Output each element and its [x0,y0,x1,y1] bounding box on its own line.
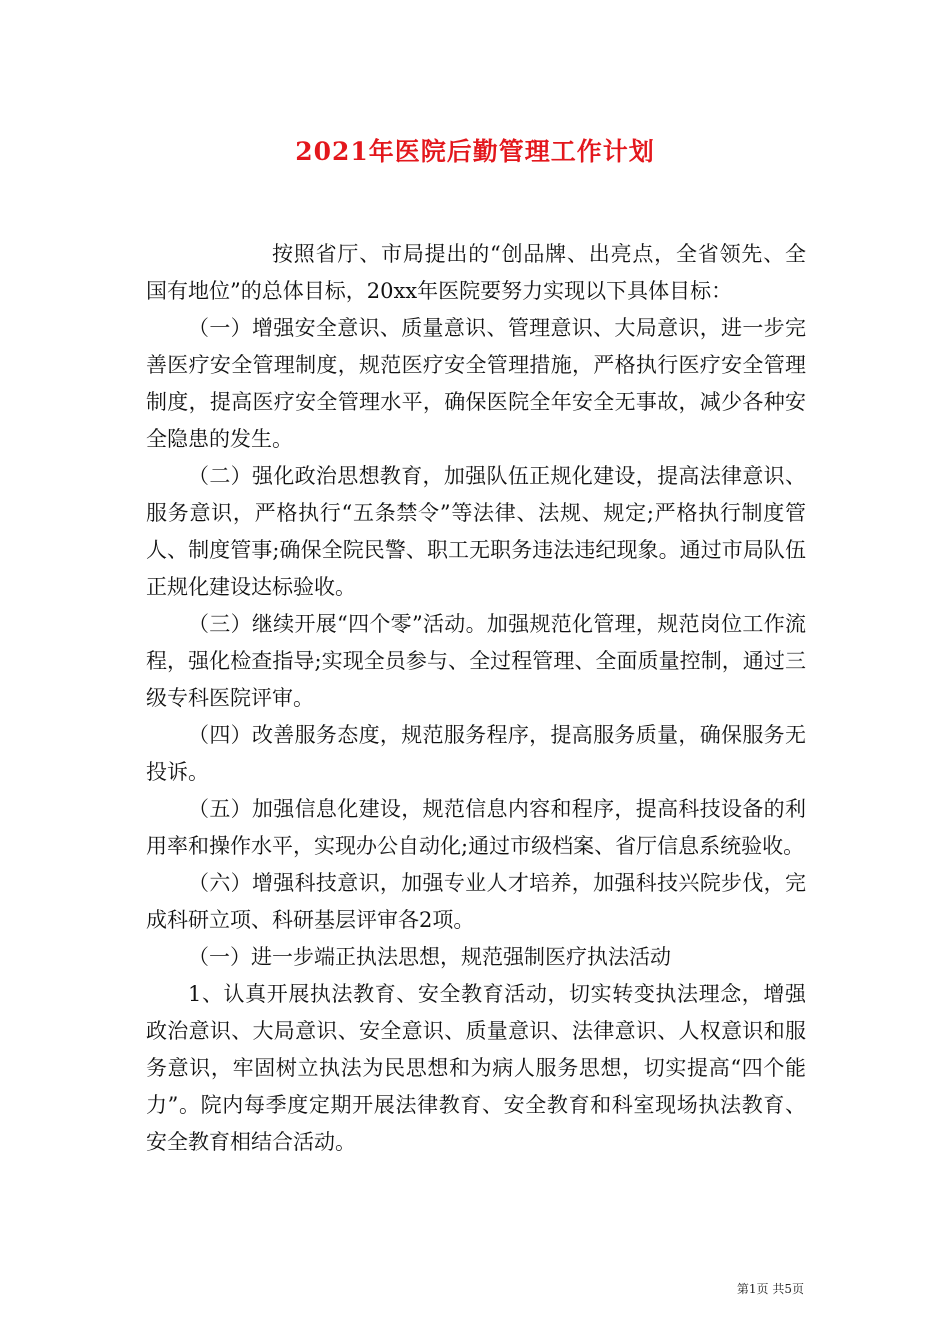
goal-paragraph-6: （六）增强科技意识，加强专业人才培养，加强科技兴院步伐，完成科研立项、科研基层评审各2项。 [146,871,806,932]
measure-paragraph-1: 1、认真开展执法教育、安全教育活动，切实转变执法理念，增强政治意识、大局意识、安全意识、质量意识、法律意识、人权意识和服务意识，牢固树立执法为民思想和为病人服务思想，切实提高“四个能力”。院内每季度定期开展法律教育、安全教育和科室现场执法教育、安全教育相结合活动。 [146,982,806,1154]
goal-paragraph-2: （二）强化政治思想教育，加强队伍正规化建设，提高法律意识、服务意识，严格执行“五条禁令”等法律、法规、规定;严格执行制度管人、制度管事;确保全院民警、职工无职务违法违纪现象。通过市局队伍正规化建设达标验收。 [146,464,806,599]
goal-paragraph-5: （五）加强信息化建设，规范信息内容和程序，提高科技设备的利用率和操作水平，实现办公自动化;通过市级档案、省厅信息系统验收。 [146,797,806,858]
intro-paragraph: 按照省厅、市局提出的“创品牌、出亮点，全省领先、全国有地位”的总体目标，20xx年医院要努力实现以下具体目标： [146,242,806,303]
goal-paragraph-1: （一）增强安全意识、质量意识、管理意识、大局意识，进一步完善医疗安全管理制度，规范医疗安全管理措施，严格执行医疗安全管理制度，提高医疗安全管理水平，确保医院全年安全无事故，减少各种安全隐患的发生。 [146,316,806,451]
goal-paragraph-3: （三）继续开展“四个零”活动。加强规范化管理，规范岗位工作流程，强化检查指导;实现全员参与、全过程管理、全面质量控制，通过三级专科医院评审。 [146,612,806,710]
document-body [146,236,806,1161]
document-title: 2021年医院后勤管理工作计划 [295,137,655,166]
goal-paragraph-4: （四）改善服务态度，规范服务程序，提高服务质量，确保服务无投诉。 [146,723,806,784]
section-heading: （一）进一步端正执法思想，规范强制医疗执法活动 [188,945,671,969]
page-number: 第1页 共5页 [736,1282,804,1296]
